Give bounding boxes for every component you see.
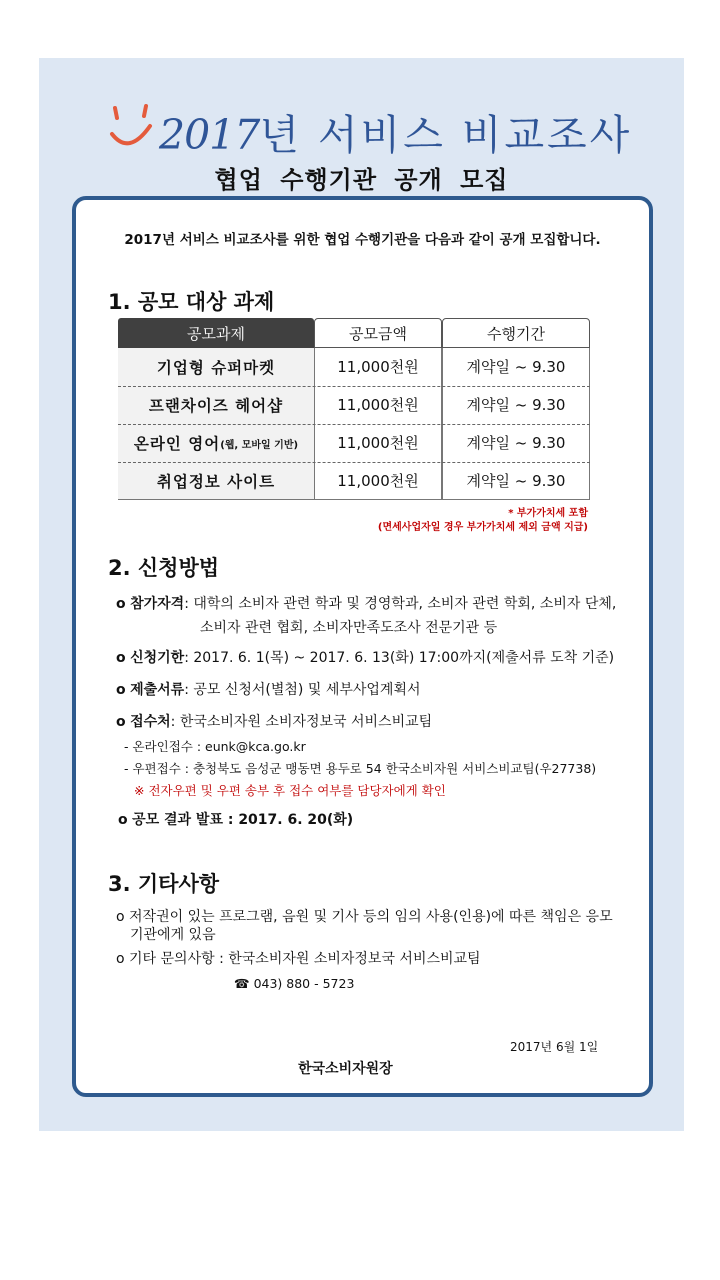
issue-date: 2017년 6월 1일 — [510, 1040, 599, 1054]
table-row-task: 취업정보 사이트 — [118, 462, 314, 499]
col-header-amount: 공모금액 — [314, 318, 442, 348]
table-row-period: 계약일 ~ 9.30 — [443, 424, 589, 461]
inquiry-line: o 기타 문의사항 : 한국소비자원 소비자정보국 서비스비교팀 — [116, 951, 481, 967]
vat-note: * 부가가치세 포함 — [508, 508, 588, 519]
row-divider — [118, 462, 590, 463]
documents-line: o 제출서류: 공모 신청서(별첨) 및 세부사업계획서 — [116, 682, 421, 698]
table-row-period: 계약일 ~ 9.30 — [443, 462, 589, 499]
deadline-line: o 신청기한: 2017. 6. 1(목) ~ 2017. 6. 13(화) 17:00까지(제출서류 도착 기준) — [116, 650, 615, 666]
table-row-amount: 11,000천원 — [315, 348, 441, 385]
section3-heading: 3. 기타사항 — [108, 872, 220, 896]
col-header-period: 수행기간 — [442, 318, 590, 348]
table-row-task: 온라인 영어 (웹, 모바일 기반) — [118, 424, 314, 462]
eligibility-line2: 소비자 관련 협회, 소비자만족도조사 전문기관 등 — [200, 620, 498, 636]
row-divider — [118, 424, 590, 425]
receiver-line: o 접수처: 한국소비자원 소비자정보국 서비스비교팀 — [116, 714, 433, 730]
title-year: 2017 — [159, 111, 260, 159]
table-row-amount: 11,000천원 — [315, 462, 441, 499]
notice-panel — [72, 196, 653, 1097]
online-submission: - 온라인접수 : eunk@kca.go.kr — [124, 739, 306, 754]
table-row-period: 계약일 ~ 9.30 — [443, 386, 589, 423]
smile-icon — [109, 104, 153, 154]
intro-text: 2017년 서비스 비교조사를 위한 협업 수행기관을 다음과 같이 공개 모집합니다. — [124, 232, 601, 248]
postal-submission: - 우편접수 : 충청북도 음성군 맹동면 용두로 54 한국소비자원 서비스비교팀(우27738) — [124, 761, 597, 776]
signature: 한국소비자원장 — [298, 1061, 393, 1077]
row-divider — [118, 386, 590, 387]
title-text: 년 서비스 비교조사 — [259, 111, 633, 159]
section1-heading: 1. 공모 대상 과제 — [108, 290, 275, 314]
table-row-task: 프랜차이즈 헤어샵 — [118, 386, 314, 424]
table-row-period: 계약일 ~ 9.30 — [443, 348, 589, 385]
vat-exempt-note: (면세사업자일 경우 부가가치세 제외 금액 지급) — [377, 522, 588, 533]
phone-icon: ☎ — [234, 976, 250, 991]
table-row-task: 기업형 슈퍼마켓 — [118, 348, 314, 386]
section2-heading: 2. 신청방법 — [108, 556, 220, 580]
copyright-line: o 저작권이 있는 프로그램, 음원 및 기사 등의 임의 사용(인용)에 따른 책임은 응모 — [116, 909, 613, 925]
notice-background — [39, 58, 684, 1131]
submission-notice: ※ 전자우편 및 우편 송부 후 접수 여부를 담당자에게 확인 — [134, 783, 446, 798]
table-row-amount: 11,000천원 — [315, 424, 441, 461]
page-title — [159, 102, 632, 161]
result-line: o 공모 결과 발표 : 2017. 6. 20(화) — [118, 812, 354, 828]
copyright-line2: 기관에게 있음 — [130, 927, 216, 943]
col-header-task: 공모과제 — [118, 318, 314, 348]
table-row-amount: 11,000천원 — [315, 386, 441, 423]
eligibility-line: o 참가자격: 대학의 소비자 관련 학과 및 경영학과, 소비자 관련 학회, 소비자 단체, — [116, 596, 617, 612]
page-subtitle: 협업 수행기관 공개 모집 — [214, 166, 509, 194]
phone-line: ☎ 043) 880 - 5723 — [234, 976, 355, 991]
